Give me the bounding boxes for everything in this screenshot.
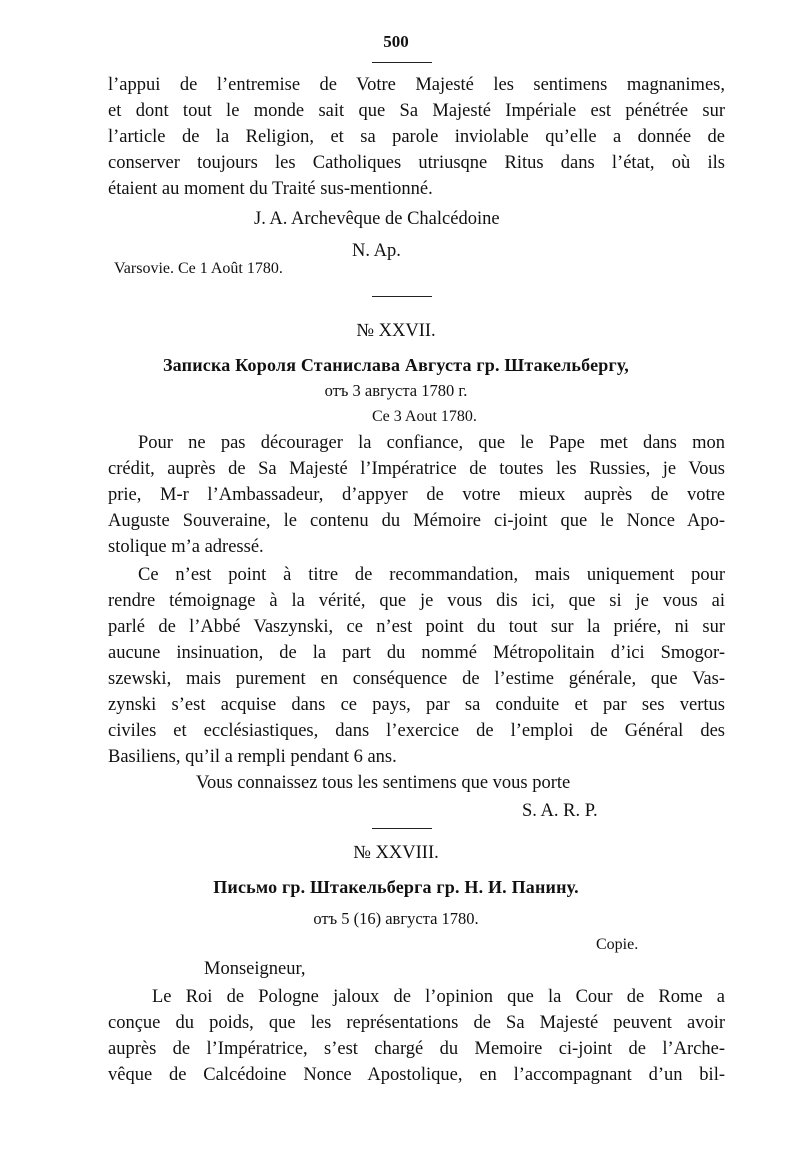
section-divider [372, 296, 432, 297]
closing-line: Vous connaissez tous les sentimens que vous porte [196, 773, 571, 793]
page-number: 500 [383, 32, 409, 51]
text-line: rendre témoignage à la vérité, que je vous dis ici, que si je vous ai [108, 591, 725, 611]
text-line: vêque de Calcédoine Nonce Apostolique, en l’accompagnant d’un bil- [108, 1065, 725, 1085]
document-date-ru: отъ 3 августа 1780 г. [324, 381, 468, 400]
text-line: Auguste Souveraine, le contenu du Mémoire ci-joint que le Nonce Apo- [108, 511, 725, 531]
document-date-ru: отъ 5 (16) августа 1780. [313, 909, 479, 928]
document-number: № XXVIII. [353, 843, 439, 863]
text-line: Pour ne pas décourager la confiance, que le Pape met dans mon [138, 433, 725, 453]
text-line: conserver toujours les Catholiques utriusqne Ritus dans l’état, où ils [108, 153, 725, 173]
text-line: prie, M-r l’Ambassadeur, d’appyer de votre mieux auprès de votre [108, 485, 725, 505]
document-number: № XXVII. [356, 321, 436, 341]
text-line: zynski s’est acquise dans ce pays, par sa conduite et par ses vertus [108, 695, 725, 715]
text-line: civiles et ecclésiastiques, dans l’exercice de l’emploi de Général des [108, 721, 725, 741]
text-line: l’appui de l’entremise de Votre Majesté les sentimens magnanimes, [108, 75, 725, 95]
text-line: l’article de la Religion, et sa parole inviolable qu’elle a donnée de [108, 127, 725, 147]
text-line: et dont tout le monde sait que Sa Majesté Impériale est pénétrée sur [108, 101, 725, 121]
text-line: Le Roi de Pologne jaloux de l’opinion que la Cour de Rome a [152, 987, 725, 1007]
signature: J. A. Archevêque de Chalcédoine [254, 209, 500, 229]
section-divider [372, 828, 432, 829]
text-line: Ce n’est point à titre de recommandation, mais uniquement pour [138, 565, 725, 585]
text-line: étaient au moment du Traité sus-mentionné. [108, 179, 433, 199]
signature-title: N. Ap. [352, 241, 401, 261]
document-date-fr: Ce 3 Aout 1780. [372, 408, 477, 425]
document-note: Copie. [596, 936, 639, 953]
page-number-rule [372, 62, 432, 63]
salutation: Monseigneur, [204, 959, 306, 979]
text-line: parlé de l’Abbé Vaszynski, ce n’est point du tout sur la priére, ni sur [108, 617, 725, 637]
text-line: Basiliens, qu’il a rempli pendant 6 ans. [108, 747, 397, 767]
place-date: Varsovie. Ce 1 Août 1780. [114, 260, 283, 277]
text-line: auprès de l’Impératrice, s’est chargé du Memoire ci-joint de l’Arche- [108, 1039, 725, 1059]
text-line: aucune insinuation, de la part du nommé Métropolitain d’ici Smogor- [108, 643, 725, 663]
signature: S. A. R. P. [522, 801, 598, 821]
text-line: stolique m’a adressé. [108, 537, 264, 557]
document-title: Записка Короля Станислава Августа гр. Штакельбергу, [162, 355, 629, 375]
text-line: szewski, mais purement en conséquence de l’estime générale, que Vas- [108, 669, 725, 689]
document-title: Письмо гр. Штакельберга гр. Н. И. Панину. [213, 877, 579, 897]
text-line: conçue du poids, que les représentations de Sa Majesté peuvent avoir [108, 1013, 725, 1033]
text-line: crédit, auprès de Sa Majesté l’Impératrice de toutes les Russies, je Vous [108, 459, 725, 479]
